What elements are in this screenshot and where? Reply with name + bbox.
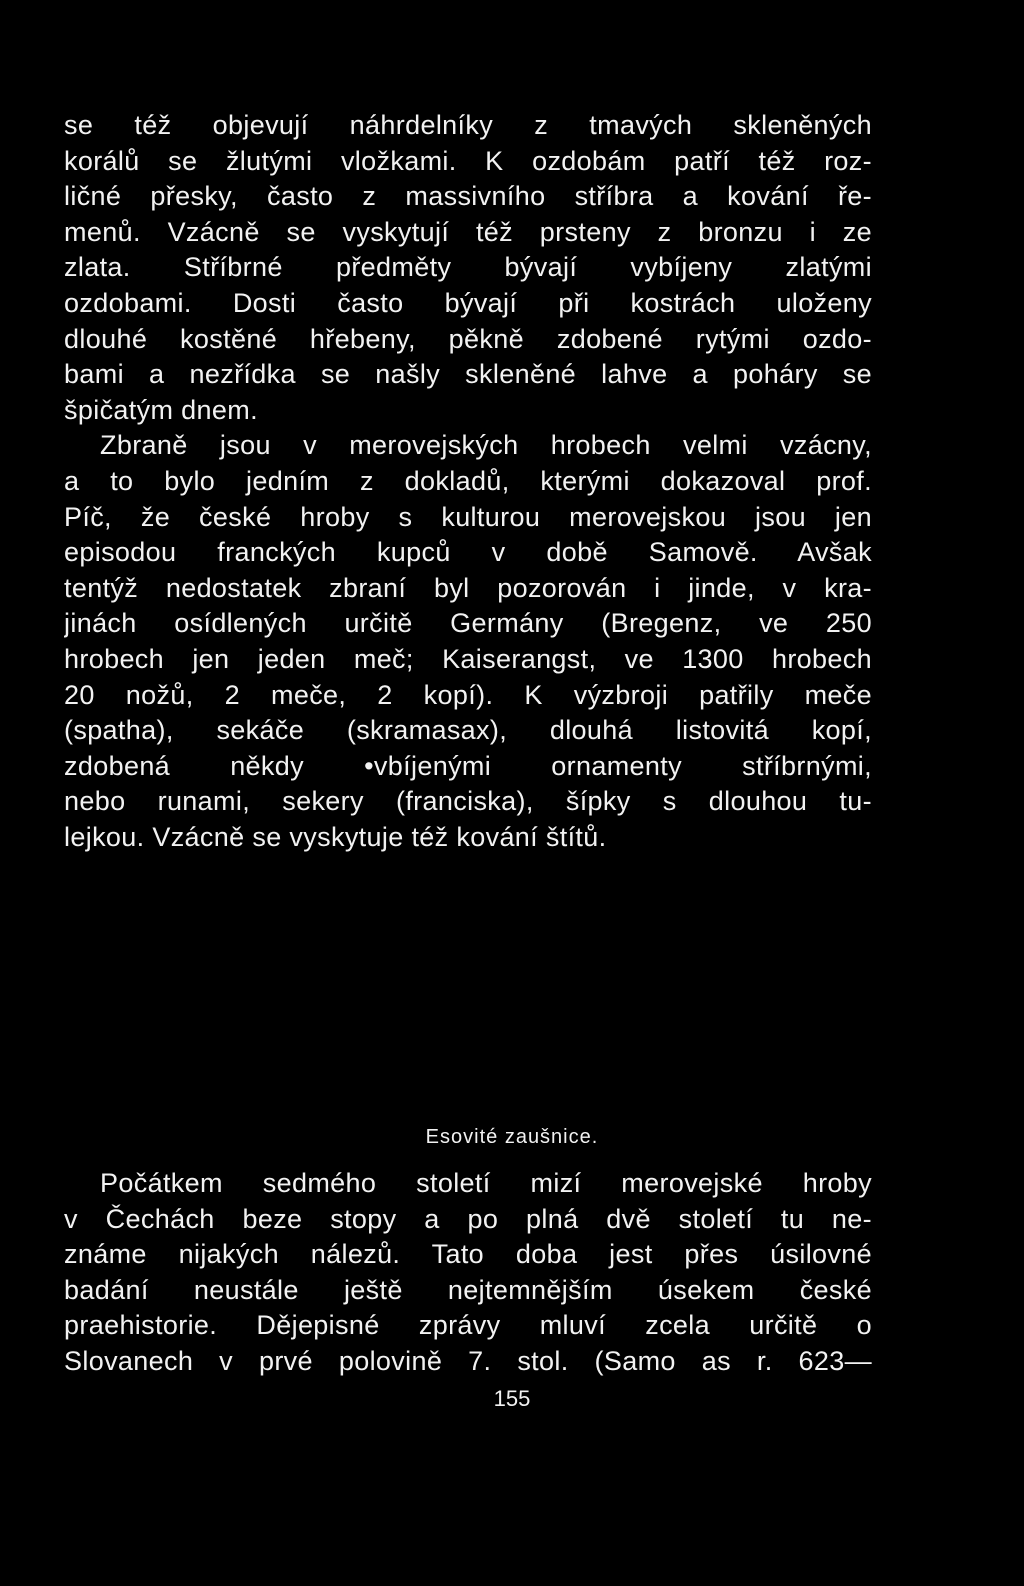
text-line: menů. Vzácně se vyskytují též prsteny z bronzu i ze [64, 216, 872, 247]
text-line: 20 nožů, 2 meče, 2 kopí). K výzbroji patřily meče [64, 679, 872, 710]
text-line: Slovanech v prvé polovině 7. stol. (Samo as r. 623— [64, 1345, 872, 1376]
text-line: známe nijakých nálezů. Tato doba jest přes úsilovné [64, 1239, 872, 1270]
text-line: lejkou. Vzácně se vyskytuje též kování štítů. [64, 821, 607, 852]
text-line: Počátkem sedmého století mizí merovejské hroby [100, 1168, 872, 1198]
text-line: špičatým dnem. [64, 394, 258, 425]
text-line: tentýž nedostatek zbraní byl pozorován i jinde, v kra- [64, 572, 872, 603]
second-text-block [64, 1166, 872, 1380]
text-line: dlouhé kostěné hřebeny, pěkně zdobené rytými ozdo- [64, 323, 872, 354]
text-line: Píč, že české hroby s kulturou merovejskou jsou jen [64, 501, 872, 532]
text-line: zdobená někdy •vbíjenými ornamenty stříbrnými, [64, 750, 872, 781]
text-line: hrobech jen jeden meč; Kaiserangst, ve 1300 hrobech [64, 643, 872, 674]
figure-caption: Esovité zaušnice. [425, 1126, 599, 1148]
text-line: badání neustále ještě nejtemnějším úsekem české [64, 1274, 872, 1305]
text-line: jinách osídlených určitě Germány (Bregenz, ve 250 [64, 608, 872, 639]
text-line: ličné přesky, často z massivního stříbra a kování ře- [64, 181, 872, 212]
text-line: (spatha), sekáče (skramasax), dlouhá listovitá kopí, [64, 715, 872, 746]
text-line: korálů se žlutými vložkami. K ozdobám patří též roz- [64, 145, 872, 176]
text-line: praehistorie. Dějepisné zprávy mluví zcela určitě o [64, 1310, 872, 1341]
text-line: Zbraně jsou v merovejských hrobech velmi vzácny, [100, 430, 872, 461]
text-line: nebo runami, sekery (franciska), šípky s dlouhou tu- [64, 786, 872, 817]
text-line: episodou franckých kupců v době Samově. Avšak [64, 537, 872, 568]
page-number: 155 [493, 1386, 531, 1411]
text-line: zlata. Stříbrné předměty bývají vybíjeny zlatými [64, 252, 872, 283]
main-text-block [64, 108, 872, 855]
text-line: v Čechách beze stopy a po plná dvě století tu ne- [64, 1203, 872, 1234]
text-line: se též objevují náhrdelníky z tmavých skleněných [64, 110, 872, 140]
text-line: ozdobami. Dosti často bývají při kostrách uloženy [64, 287, 872, 318]
text-line: a to bylo jedním z dokladů, kterými dokazoval prof. [64, 465, 872, 496]
text-line: bami a nezřídka se našly skleněné lahve a poháry se [64, 359, 872, 390]
